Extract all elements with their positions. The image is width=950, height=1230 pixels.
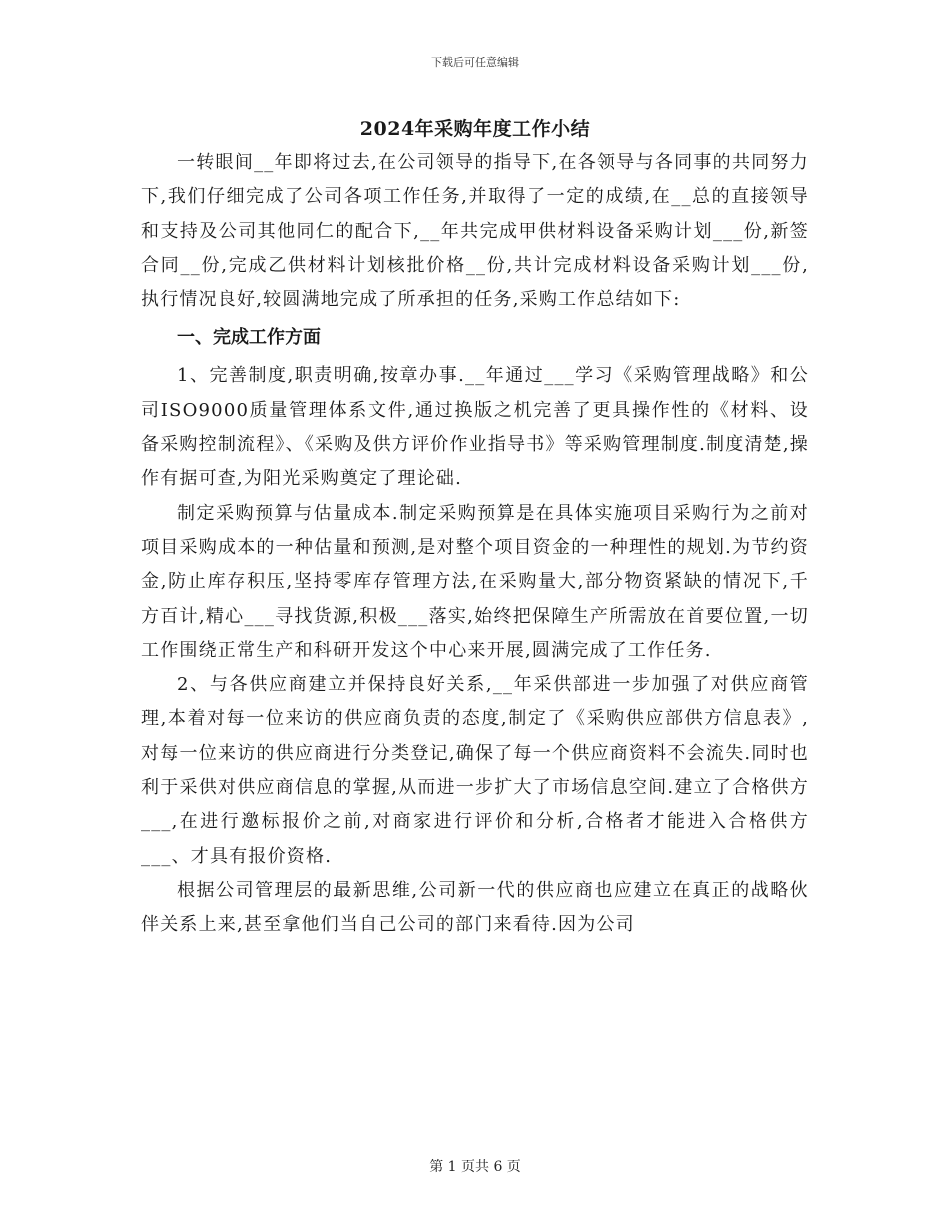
paragraph-2: 制定采购预算与估量成本.制定采购预算是在具体实施项目采购行为之前对项目采购成本的一种估量和预测,是对整个项目资金的一种理性的规划.为节约资金,防止库存积压,坚持零库存管理方法,在采购量大,部分物资紧缺的情况下,千方百计,精心___寻找货源,积极___落实,始终把保障生产所需放在首要位置,一切工作围绕正常生产和科研开发这个中心来开展,圆满完成了工作任务. — [141, 502, 809, 661]
page-footer: 第 1 页共 6 页 — [429, 1159, 521, 1175]
document-body — [141, 112, 809, 943]
section-heading-1: 一、完成工作方面 — [177, 327, 321, 349]
page-header-note: 下载后可任意编辑 — [431, 56, 519, 69]
intro-paragraph: 一转眼间__年即将过去,在公司领导的指导下,在各领导与各同事的共同努力下,我们仔细完成了公司各项工作任务,并取得了一定的成绩,在__总的直接领导和支持及公司其他同仁的配合下,__年共完成甲供材料设备采购计划___份,新签合同__份,完成乙供材料计划核批价格__份,共计完成材料设备采购计划___份,执行情况良好,较圆满地完成了所承担的任务,采购工作总结如下: — [141, 152, 809, 311]
paragraph-1: 1、完善制度,职责明确,按章办事.__年通过___学习《采购管理战略》和公司ISO9000质量管理体系文件,通过换版之机完善了更具操作性的《材料、设备采购控制流程》、《采购及供方评价作业指导书》等采购管理制度.制度清楚,操作有据可查,为阳光采购奠定了理论础. — [141, 365, 809, 490]
paragraph-3: 2、与各供应商建立并保持良好关系,__年采供部进一步加强了对供应商管理,本着对每一位来访的供应商负责的态度,制定了《采购供应部供方信息表》,对每一位来访的供应商进行分类登记,确保了每一个供应商资料不会流失.同时也利于采供对供应商信息的掌握,从而进一步扩大了市场信息空间.建立了合格供方___,在进行邀标报价之前,对商家进行评价和分析,合格者才能进入合格供方___、才具有报价资格. — [141, 674, 809, 867]
paragraph-4: 根据公司管理层的最新思维,公司新一代的供应商也应建立在真正的战略伙伴关系上来,甚至拿他们当自己公司的部门来看待.因为公司 — [141, 879, 809, 936]
document-title: 2024年采购年度工作小结 — [359, 118, 591, 140]
